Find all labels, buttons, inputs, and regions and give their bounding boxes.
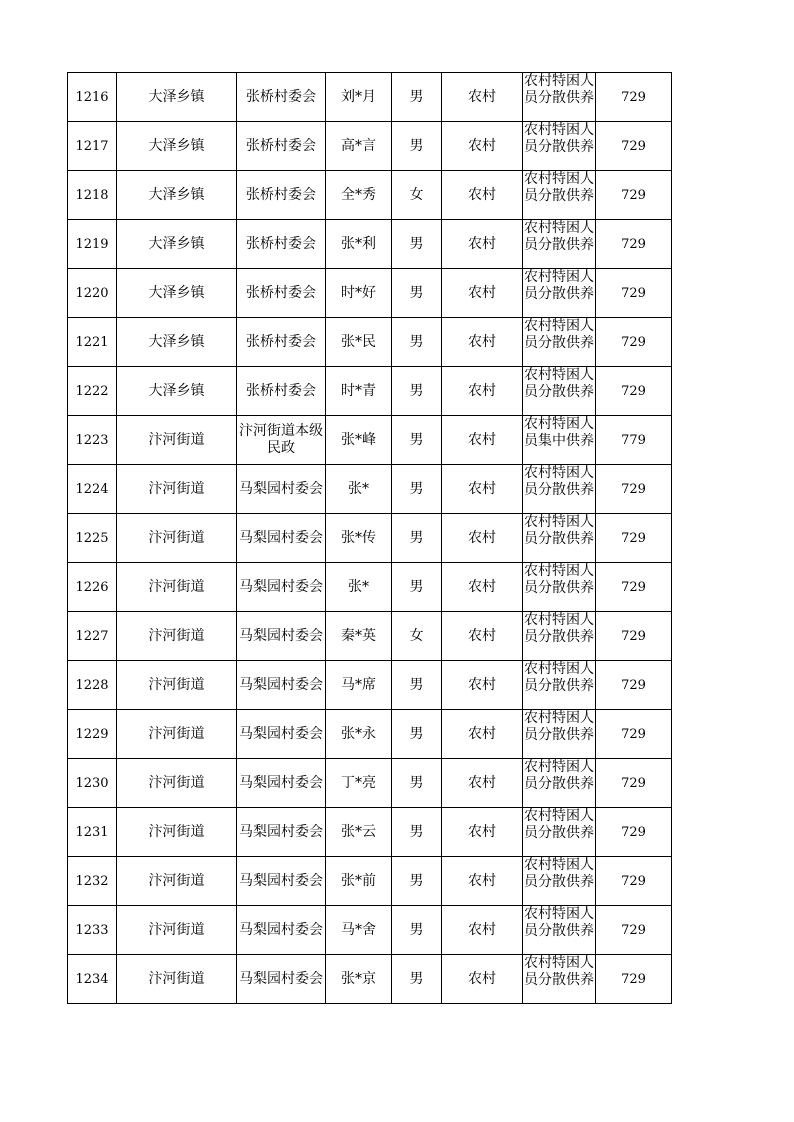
support-type-text: 农村特困人员分散供养: [524, 563, 594, 596]
cell-gender: 男: [392, 220, 442, 269]
cell-amount: 729: [596, 710, 672, 759]
cell-village: 马梨园村委会: [237, 514, 326, 563]
cell-village: 马梨园村委会: [237, 808, 326, 857]
cell-village: 张桥村委会: [237, 318, 326, 367]
cell-amount: 729: [596, 563, 672, 612]
cell-id: 1220: [68, 269, 117, 318]
cell-id: 1232: [68, 857, 117, 906]
cell-id: 1234: [68, 955, 117, 1004]
cell-name: 张*永: [326, 710, 392, 759]
table-row: [68, 416, 672, 465]
relief-roster-table: [67, 72, 672, 1004]
cell-area: 农村: [442, 318, 523, 367]
cell-gender: 男: [392, 661, 442, 710]
cell-amount: 729: [596, 465, 672, 514]
cell-area: 农村: [442, 220, 523, 269]
cell-name: 张*峰: [326, 416, 392, 465]
cell-village: 张桥村委会: [237, 122, 326, 171]
table-row: [68, 955, 672, 1004]
cell-area: 农村: [442, 955, 523, 1004]
support-type-text: 农村特困人员分散供养: [524, 759, 594, 792]
cell-village: 张桥村委会: [237, 220, 326, 269]
cell-name: 时*青: [326, 367, 392, 416]
cell-gender: 男: [392, 416, 442, 465]
cell-amount: 729: [596, 661, 672, 710]
support-type-text: 农村特困人员分散供养: [524, 122, 594, 155]
support-type-text: 农村特困人员集中供养: [524, 416, 594, 449]
cell-town: 大泽乡镇: [117, 171, 237, 220]
cell-area: 农村: [442, 367, 523, 416]
cell-amount: 729: [596, 808, 672, 857]
cell-gender: 男: [392, 906, 442, 955]
support-type-text: 农村特困人员分散供养: [524, 661, 594, 694]
cell-name: 张*京: [326, 955, 392, 1004]
cell-name: 马*舍: [326, 906, 392, 955]
cell-support-type: [523, 220, 596, 269]
cell-town: 汴河街道: [117, 661, 237, 710]
cell-support-type: [523, 906, 596, 955]
cell-village: 马梨园村委会: [237, 465, 326, 514]
cell-id: 1228: [68, 661, 117, 710]
cell-name: 张*利: [326, 220, 392, 269]
support-type-text: 农村特困人员分散供养: [524, 955, 594, 988]
cell-id: 1229: [68, 710, 117, 759]
cell-area: 农村: [442, 857, 523, 906]
cell-id: 1217: [68, 122, 117, 171]
cell-village: 马梨园村委会: [237, 710, 326, 759]
cell-support-type: [523, 759, 596, 808]
cell-town: 大泽乡镇: [117, 122, 237, 171]
cell-town: 汴河街道: [117, 759, 237, 808]
cell-area: 农村: [442, 171, 523, 220]
cell-town: 汴河街道: [117, 710, 237, 759]
cell-gender: 男: [392, 367, 442, 416]
table-row: [68, 612, 672, 661]
cell-support-type: [523, 955, 596, 1004]
cell-name: 全*秀: [326, 171, 392, 220]
cell-name: 张*民: [326, 318, 392, 367]
cell-support-type: [523, 367, 596, 416]
support-type-text: 农村特困人员分散供养: [524, 465, 594, 498]
support-type-text: 农村特困人员分散供养: [524, 220, 594, 253]
cell-gender: 男: [392, 857, 442, 906]
support-type-text: 农村特困人员分散供养: [524, 73, 594, 106]
cell-id: 1230: [68, 759, 117, 808]
cell-area: 农村: [442, 465, 523, 514]
support-type-text: 农村特困人员分散供养: [524, 269, 594, 302]
cell-town: 汴河街道: [117, 955, 237, 1004]
cell-area: 农村: [442, 73, 523, 122]
cell-amount: 729: [596, 122, 672, 171]
cell-town: 汴河街道: [117, 514, 237, 563]
cell-amount: 779: [596, 416, 672, 465]
cell-area: 农村: [442, 759, 523, 808]
cell-village: 马梨园村委会: [237, 955, 326, 1004]
cell-area: 农村: [442, 269, 523, 318]
cell-id: 1227: [68, 612, 117, 661]
table-row: [68, 318, 672, 367]
cell-support-type: [523, 73, 596, 122]
cell-id: 1222: [68, 367, 117, 416]
cell-support-type: [523, 563, 596, 612]
cell-name: 高*言: [326, 122, 392, 171]
cell-village: 马梨园村委会: [237, 563, 326, 612]
table-row: [68, 808, 672, 857]
cell-support-type: [523, 857, 596, 906]
cell-town: 大泽乡镇: [117, 367, 237, 416]
cell-support-type: [523, 269, 596, 318]
cell-village: 马梨园村委会: [237, 906, 326, 955]
cell-support-type: [523, 710, 596, 759]
table-row: [68, 73, 672, 122]
table-row: [68, 122, 672, 171]
cell-town: 大泽乡镇: [117, 73, 237, 122]
cell-area: 农村: [442, 416, 523, 465]
cell-town: 汴河街道: [117, 612, 237, 661]
cell-name: 张*云: [326, 808, 392, 857]
cell-gender: 男: [392, 465, 442, 514]
cell-gender: 女: [392, 612, 442, 661]
cell-area: 农村: [442, 808, 523, 857]
table-row: [68, 220, 672, 269]
cell-area: 农村: [442, 612, 523, 661]
table-row: [68, 514, 672, 563]
cell-support-type: [523, 465, 596, 514]
cell-village: 汴河街道本级民政: [237, 416, 326, 465]
support-type-text: 农村特困人员分散供养: [524, 710, 594, 743]
cell-amount: 729: [596, 612, 672, 661]
cell-amount: 729: [596, 171, 672, 220]
support-type-text: 农村特困人员分散供养: [524, 857, 594, 890]
cell-village: 张桥村委会: [237, 269, 326, 318]
cell-name: 张*: [326, 563, 392, 612]
table-row: [68, 759, 672, 808]
cell-id: 1219: [68, 220, 117, 269]
cell-gender: 男: [392, 808, 442, 857]
cell-gender: 男: [392, 318, 442, 367]
cell-support-type: [523, 661, 596, 710]
cell-area: 农村: [442, 906, 523, 955]
cell-village: 张桥村委会: [237, 367, 326, 416]
cell-amount: 729: [596, 955, 672, 1004]
cell-amount: 729: [596, 269, 672, 318]
cell-amount: 729: [596, 73, 672, 122]
cell-village: 马梨园村委会: [237, 661, 326, 710]
support-type-text: 农村特困人员分散供养: [524, 612, 594, 645]
cell-area: 农村: [442, 661, 523, 710]
cell-gender: 男: [392, 514, 442, 563]
cell-name: 张*前: [326, 857, 392, 906]
cell-support-type: [523, 808, 596, 857]
table-row: [68, 269, 672, 318]
cell-support-type: [523, 171, 596, 220]
cell-support-type: [523, 122, 596, 171]
cell-town: 汴河街道: [117, 808, 237, 857]
cell-amount: 729: [596, 759, 672, 808]
table-row: [68, 563, 672, 612]
cell-gender: 男: [392, 710, 442, 759]
table-row: [68, 465, 672, 514]
cell-gender: 男: [392, 563, 442, 612]
table-body: [68, 73, 672, 1004]
support-type-text: 农村特困人员分散供养: [524, 514, 594, 547]
support-type-text: 农村特困人员分散供养: [524, 808, 594, 841]
cell-town: 大泽乡镇: [117, 220, 237, 269]
cell-name: 张*传: [326, 514, 392, 563]
cell-town: 汴河街道: [117, 465, 237, 514]
cell-town: 大泽乡镇: [117, 269, 237, 318]
cell-amount: 729: [596, 857, 672, 906]
cell-village: 张桥村委会: [237, 73, 326, 122]
table-row: [68, 367, 672, 416]
cell-amount: 729: [596, 906, 672, 955]
cell-id: 1221: [68, 318, 117, 367]
cell-name: 刘*月: [326, 73, 392, 122]
cell-town: 大泽乡镇: [117, 318, 237, 367]
cell-gender: 男: [392, 759, 442, 808]
cell-support-type: [523, 514, 596, 563]
cell-amount: 729: [596, 318, 672, 367]
cell-id: 1225: [68, 514, 117, 563]
table-row: [68, 906, 672, 955]
cell-support-type: [523, 318, 596, 367]
cell-town: 汴河街道: [117, 416, 237, 465]
cell-area: 农村: [442, 514, 523, 563]
cell-gender: 男: [392, 955, 442, 1004]
cell-support-type: [523, 416, 596, 465]
cell-area: 农村: [442, 122, 523, 171]
cell-id: 1218: [68, 171, 117, 220]
cell-name: 秦*英: [326, 612, 392, 661]
cell-id: 1231: [68, 808, 117, 857]
cell-amount: 729: [596, 514, 672, 563]
cell-gender: 男: [392, 122, 442, 171]
table-row: [68, 171, 672, 220]
cell-amount: 729: [596, 220, 672, 269]
cell-id: 1216: [68, 73, 117, 122]
support-type-text: 农村特困人员分散供养: [524, 171, 594, 204]
cell-name: 丁*亮: [326, 759, 392, 808]
cell-town: 汴河街道: [117, 857, 237, 906]
cell-name: 时*好: [326, 269, 392, 318]
cell-area: 农村: [442, 710, 523, 759]
support-type-text: 农村特困人员分散供养: [524, 367, 594, 400]
cell-gender: 男: [392, 269, 442, 318]
cell-name: 张*: [326, 465, 392, 514]
cell-support-type: [523, 612, 596, 661]
cell-village: 马梨园村委会: [237, 612, 326, 661]
cell-town: 汴河街道: [117, 906, 237, 955]
support-type-text: 农村特困人员分散供养: [524, 318, 594, 351]
cell-id: 1224: [68, 465, 117, 514]
cell-id: 1223: [68, 416, 117, 465]
cell-id: 1226: [68, 563, 117, 612]
cell-gender: 女: [392, 171, 442, 220]
table-row: [68, 661, 672, 710]
cell-name: 马*席: [326, 661, 392, 710]
cell-village: 马梨园村委会: [237, 857, 326, 906]
support-type-text: 农村特困人员分散供养: [524, 906, 594, 939]
cell-village: 马梨园村委会: [237, 759, 326, 808]
table-row: [68, 857, 672, 906]
cell-area: 农村: [442, 563, 523, 612]
cell-gender: 男: [392, 73, 442, 122]
cell-town: 汴河街道: [117, 563, 237, 612]
cell-amount: 729: [596, 367, 672, 416]
table-row: [68, 710, 672, 759]
cell-village: 张桥村委会: [237, 171, 326, 220]
cell-id: 1233: [68, 906, 117, 955]
